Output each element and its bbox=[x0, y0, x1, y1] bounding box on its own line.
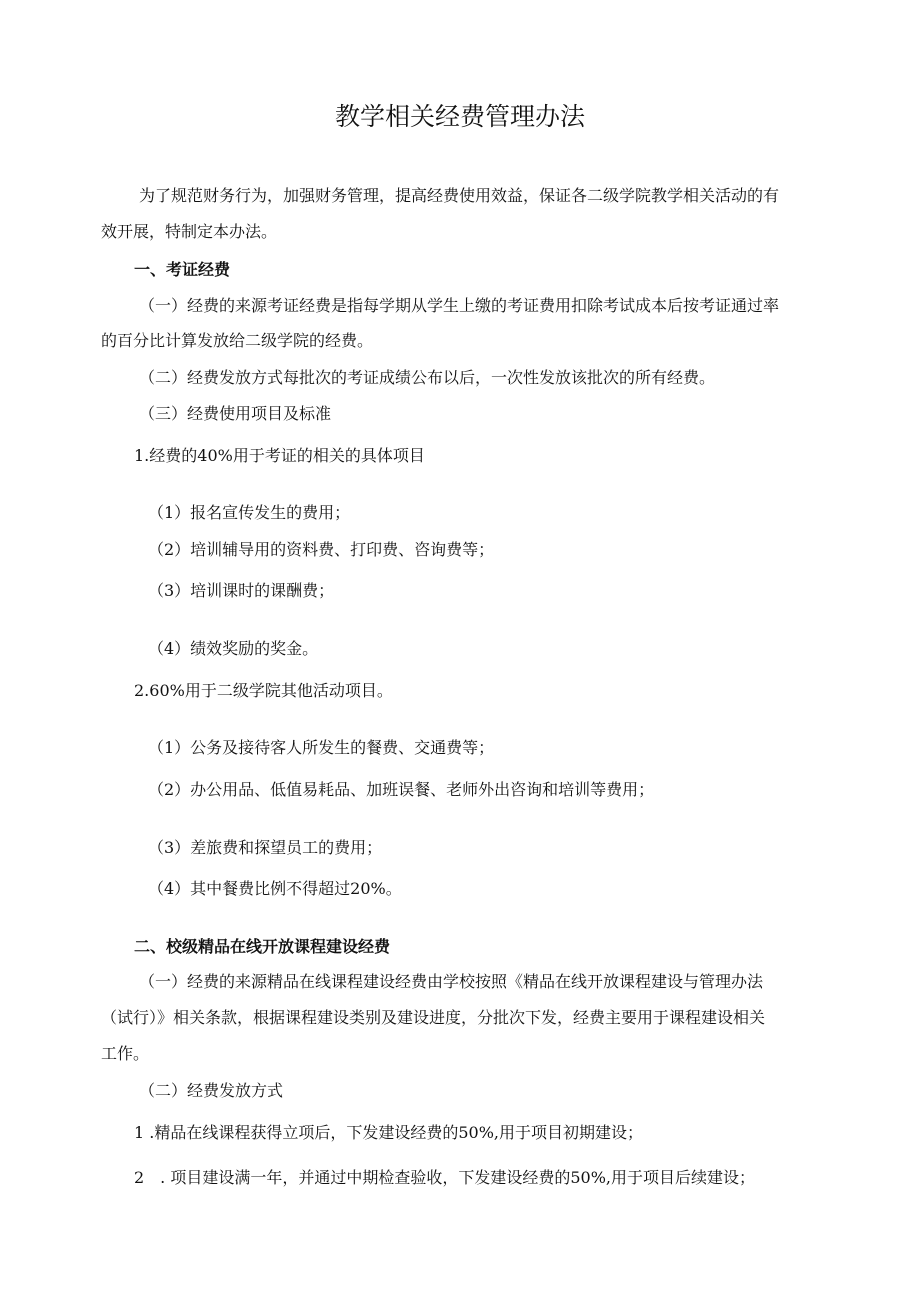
section-2-para-1-line-1: （一）经费的来源精品在线课程建设经费由学校按照《精品在线开放课程建设与管理办法 bbox=[139, 972, 764, 991]
section-2-para-2: （二）经费发放方式 bbox=[139, 1081, 284, 1100]
section-1-item-1-sub: （4）绩效奖励的奖金。 bbox=[148, 639, 319, 658]
section-2-para-1-line-2: （试行）》相关条款，根据课程建设类别及建设进度，分批次下发，经费主要用于课程建设相关 bbox=[101, 1008, 766, 1027]
section-1-item-1: 1.经费的40%用于考证的相关的具体项目 bbox=[134, 446, 425, 465]
section-2-item-1: 1 .精品在线课程获得立项后，下发建设经费的50%,用于项目初期建设； bbox=[134, 1123, 644, 1142]
section-2-para-1-line-3: 工作。 bbox=[101, 1044, 150, 1063]
section-1-para-2: （二）经费发放方式每批次的考证成绩公布以后，一次性发放该批次的所有经费。 bbox=[139, 368, 716, 387]
section-1-item-2-sub: （4）其中餐费比例不得超过20%。 bbox=[148, 879, 402, 898]
section-2-heading: 二、校级精品在线开放课程建设经费 bbox=[134, 937, 391, 956]
section-1-item-1-sub: （2）培训辅导用的资料费、打印费、咨询费等； bbox=[148, 540, 495, 559]
section-1-item-2-sub: （1）公务及接待客人所发生的餐费、交通费等； bbox=[148, 738, 495, 757]
document-title: 教学相关经费管理办法 bbox=[334, 102, 585, 131]
section-1-item-1-sub: （3）培训课时的课酬费； bbox=[148, 581, 335, 600]
section-1-item-2-sub: （2）办公用品、低值易耗品、加班误餐、老师外出咨询和培训等费用； bbox=[148, 780, 655, 799]
intro-line-2: 效开展，特制定本办法。 bbox=[101, 222, 278, 241]
section-1-para-1-line-2: 的百分比计算发放给二级学院的经费。 bbox=[101, 331, 374, 350]
section-1-para-1-line-1: （一）经费的来源考证经费是指每学期从学生上缴的考证费用扣除考试成本后按考证通过率 bbox=[139, 296, 780, 315]
section-1-heading: 一、考证经费 bbox=[134, 260, 231, 279]
section-1-para-3: （三）经费使用项目及标准 bbox=[139, 404, 332, 423]
section-1-item-1-sub: （1）报名宣传发生的费用； bbox=[148, 503, 351, 522]
section-1-item-2-sub: （3）差旅费和探望员工的费用； bbox=[148, 838, 383, 857]
section-1-item-2: 2.60%用于二级学院其他活动项目。 bbox=[134, 681, 393, 700]
intro-line-1: 为了规范财务行为，加强财务管理，提高经费使用效益，保证各二级学院教学相关活动的有 bbox=[139, 186, 780, 205]
section-2-item-2: 2 . 项目建设满一年，并通过中期检查验收，下发建设经费的50%,用于项目后续建设； bbox=[134, 1168, 756, 1187]
